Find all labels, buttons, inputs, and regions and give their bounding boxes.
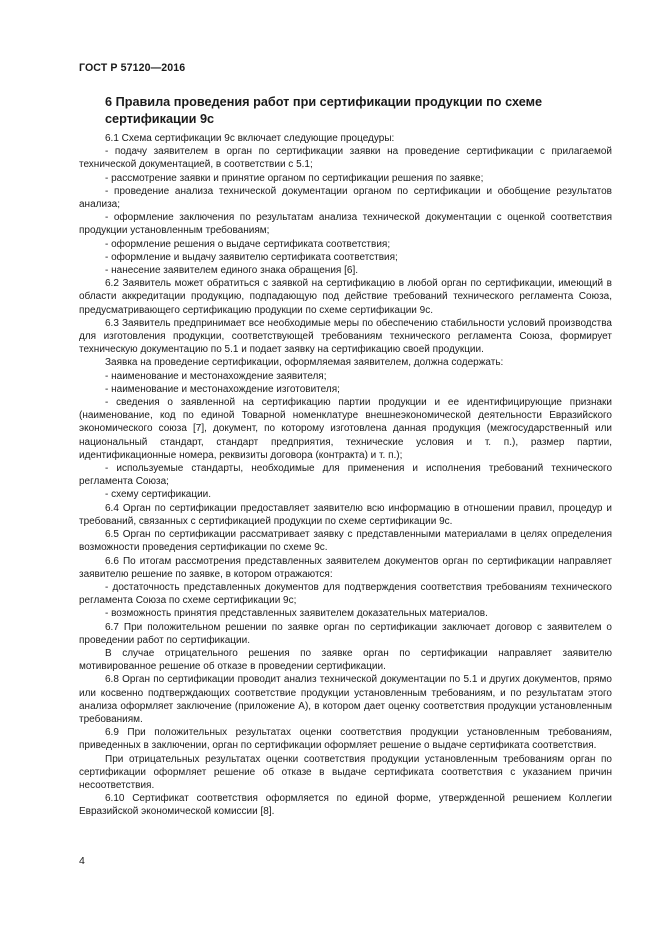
paragraph: 6.10 Сертификат соответствия оформляется по единой форме, утвержденной решением Коллегии Евразийской экономической комиссии [8]. (79, 793, 612, 818)
list-item: - наименование и местонахождение изготовителя; (105, 383, 340, 395)
list-item: - оформление решения о выдаче сертификата соответствия; (105, 238, 391, 250)
list-item: - возможность принятия представленных заявителем доказательных материалов. (105, 608, 488, 620)
list-item: - подачу заявителем в орган по сертификации заявки на проведение сертификации с прилагаемой технической документацией, в соответствии с 5.1; (79, 146, 612, 171)
paragraph: 6.7 При положительном решении по заявке орган по сертификации заключает договор с заявителем о проведении работ по сертификации. (79, 621, 612, 646)
list-item: - достаточность представленных документов для подтверждения соответствия требованиям технического регламента Союза по схеме сертификации 9с; (79, 581, 612, 607)
paragraph: В случае отрицательного решения по заявке орган по сертификации направляет заявителю мотивированное решение об отказе в проведении сертификации. (79, 647, 612, 673)
paragraph: 6.9 При положительных результатах оценки соответствия продукции установленным требованиям, приведенных в заключении, орган по сертификации оформляет решение о выдаче сертификата соответствия. (79, 727, 612, 752)
list-item: - оформление и выдачу заявителю сертификата соответствия; (105, 251, 398, 263)
paragraph: 6.2 Заявитель может обратиться с заявкой на сертификацию в любой орган по сертификации, имеющий в области аккредитации продукцию, подпадающую под действие требований технического регламента Союза, предусматривающего сертификацию продукции по схеме сертификации 9с. (79, 278, 612, 316)
list-item: - оформление заключения по результатам анализа технической документации с оценкой соответствия продукции установленным требованиям; (79, 212, 612, 237)
paragraph: 6.3 Заявитель предпринимает все необходимые меры по обеспечению стабильности условий производства для изготовления продукции, соответствующей требованиям технического регламента Союза, формирует техническую документацию по 5.1 и подает заявку на сертификацию своей продукции. (79, 317, 612, 356)
paragraph: 6.5 Орган по сертификации рассматривает заявку с представленными материалами в целях определения возможности проведения сертификации по схеме 9с. (79, 529, 612, 554)
list-item: - используемые стандарты, необходимые для применения и исполнения требований технического регламента Союза; (79, 463, 612, 488)
list-item: - наименование и местонахождение заявителя; (105, 370, 327, 382)
paragraph: 6.8 Орган по сертификации проводит анализ технической документации по 5.1 и других документов, прямо или косвенно подтверждающих соответствие продукции установленным требованиям, и по результатам этого анализа оформляет заключение (приложение А), в котором дает оценку соответствия продукции установленным требованиям. (79, 674, 612, 725)
list-item: - схему сертификации. (105, 489, 212, 501)
paragraph: 6.4 Орган по сертификации предоставляет заявителю всю информацию в отношении правил, процедур и требований, связанных с сертификацией продукции по схеме сертификации 9с. (79, 502, 612, 527)
paragraph: 6.1 Схема сертификации 9с включает следующие процедуры: (105, 133, 395, 144)
document-code-header: ГОСТ Р 57120—2016 (79, 62, 186, 74)
list-item: - нанесение заявителем единого знака обращения [6]. (105, 265, 358, 277)
paragraph: Заявка на проведение сертификации, оформляемая заявителем, должна содержать: (105, 357, 504, 369)
list-item: - проведение анализа технической документации органом по сертификации и обобщение результатов анализа; (79, 185, 612, 211)
list-item: - сведения о заявленной на сертификацию партии продукции и ее идентифицирующие признаки (наименование, код по единой Товарной номенклатуре внешнеэкономической деятельности Евразийского экономического союза [7], документ, по которому изготовлена данная продукция (межгосударственный или национальный стандарт, стандарт предприятия, технические условия и т. п.), размер партии, идентификационные номера, реквизиты договора (контракта) и т. п.); (79, 397, 612, 461)
paragraph: 6.6 По итогам рассмотрения представленных заявителем документов орган по сертификации направляет заявителю решение по заявке, в котором отражаются: (79, 555, 612, 580)
list-item: - рассмотрение заявки и принятие органом по сертификации решения по заявке; (105, 172, 484, 184)
paragraph: При отрицательных результатах оценки соответствия продукции установленным требованиям орган по сертификации оформляет решение об отказе в выдаче сертификата соответствия с указанием причин несоответствия. (79, 753, 612, 791)
section-title: 6 Правила проведения работ при сертификации продукции по схеме сертификации 9с (105, 95, 543, 126)
page-number: 4 (79, 855, 85, 867)
section-body (79, 132, 612, 819)
